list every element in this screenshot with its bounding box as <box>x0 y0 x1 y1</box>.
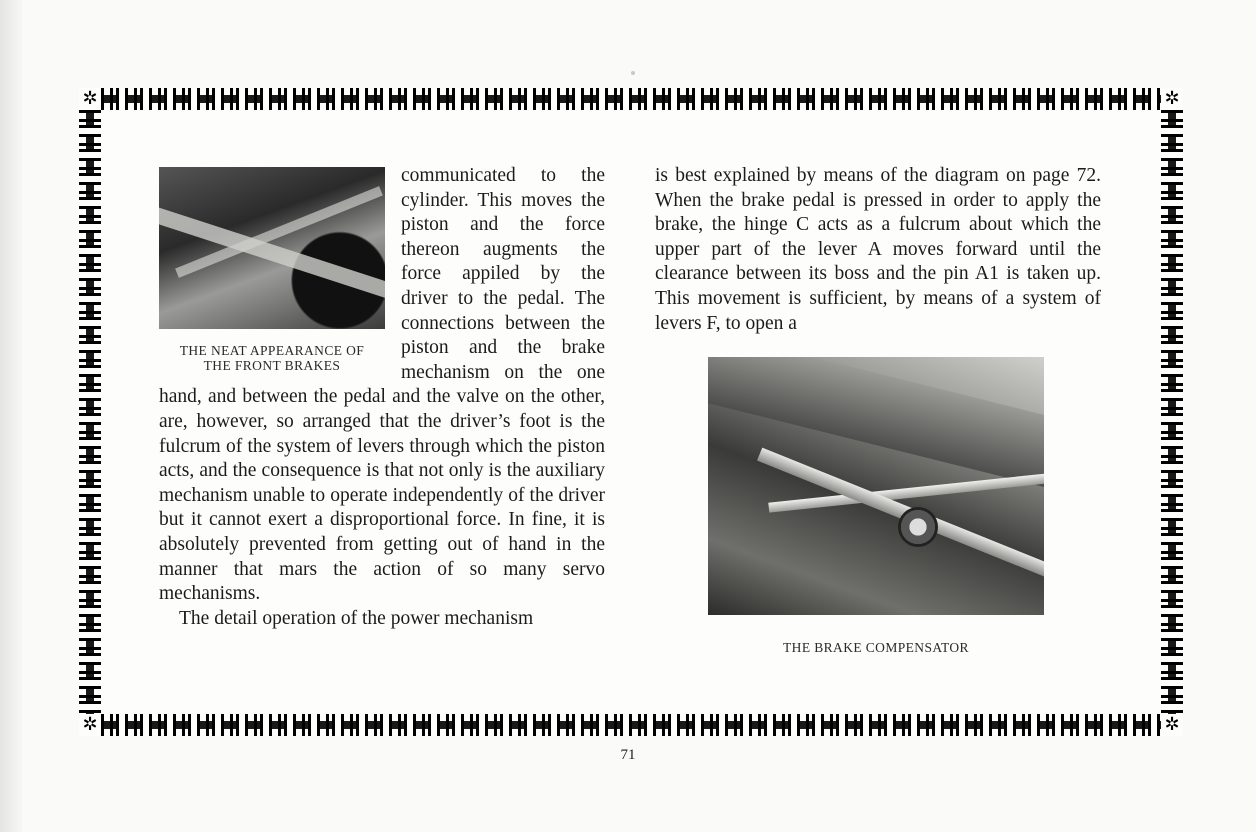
left-text-column <box>159 164 605 631</box>
brake-compensator-photo <box>708 357 1044 615</box>
front-brakes-figure <box>159 164 401 373</box>
book-spine-shadow <box>0 0 22 832</box>
caption-line-2: THE FRONT BRAKES <box>203 358 341 373</box>
corner-ornament-icon: ✲ <box>1161 714 1183 736</box>
border-bottom <box>101 714 1161 736</box>
corner-ornament-icon: ✲ <box>1161 88 1183 110</box>
right-paragraph-1: is best explained by means of the diagram on page 72. When the brake pedal is pressed in order to apply the brake, the hinge C acts as a fulcrum about which the upper part of the lever A moves forward until the clearance between its boss and the pin A1 is taken up. This movement is sufficient, by means of a system of levers F, to open a <box>655 165 1101 334</box>
border-top <box>101 88 1161 110</box>
brake-compensator-caption: THE BRAKE COMPENSATOR <box>783 640 969 655</box>
border-left <box>79 110 101 714</box>
corner-ornament-icon: ✲ <box>79 88 101 110</box>
front-brakes-caption <box>159 343 385 373</box>
page-speck <box>631 71 635 75</box>
caption-line-1: THE NEAT APPEARANCE OF <box>179 343 365 358</box>
right-text-column <box>655 164 1101 336</box>
left-paragraph-1: communicated to the cylinder. This moves the piston and the force thereon augments the force appiled by the driver to the pedal. The connections between the piston and the brake mechanism on the one hand, and between the pedal and the valve on the other, are, however, so arranged that the driver’s foot is the fulcrum of the system of levers through which the piston acts, and the consequence is that not only is the auxiliary mechanism unable to operate independently of the driver but it cannot exert a disproportional force. In fine, it is absolutely prevented from getting out of hand in the manner that mars the action of so many servo mechanisms. <box>159 165 605 605</box>
border-right <box>1161 110 1183 714</box>
front-brakes-photo <box>159 167 385 329</box>
left-paragraph-2: The detail operation of the power mechanism <box>179 607 534 629</box>
page-number: 71 <box>620 747 636 763</box>
corner-ornament-icon: ✲ <box>79 714 101 736</box>
